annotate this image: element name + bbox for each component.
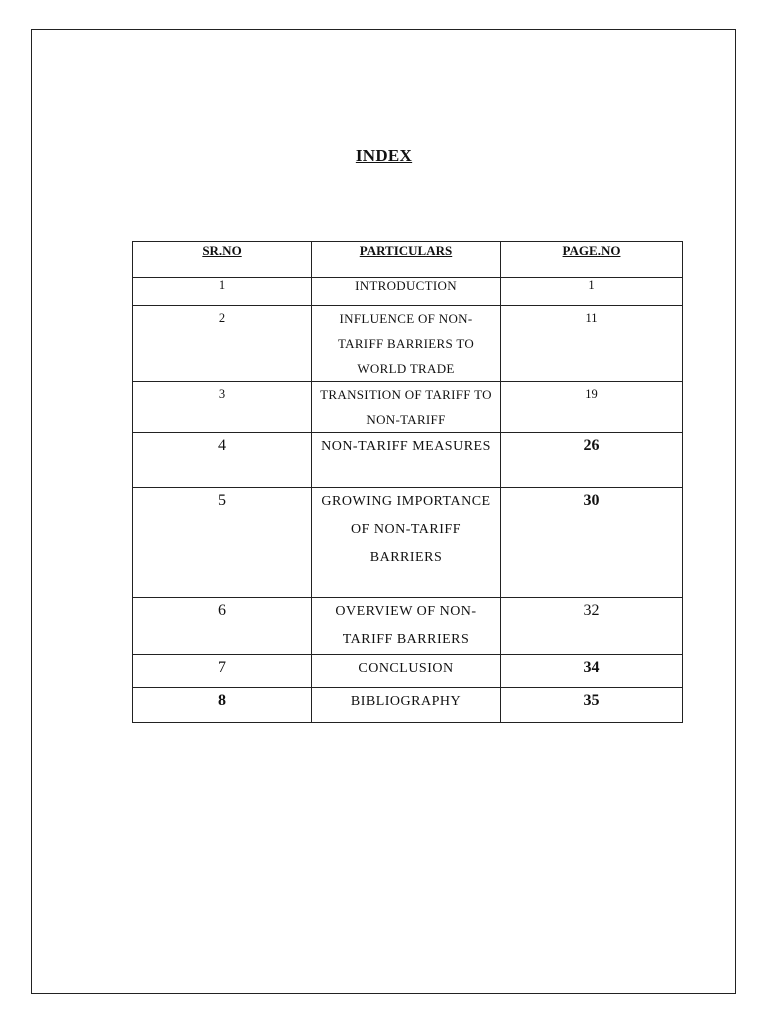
table-row xyxy=(133,433,683,488)
header-particulars: PARTICULARS xyxy=(312,242,501,278)
header-sr-no: SR.NO xyxy=(133,242,312,278)
table-row xyxy=(133,598,683,655)
sr-cell: 2 xyxy=(133,306,312,382)
page-cell: 32 xyxy=(501,598,683,655)
table-row xyxy=(133,688,683,723)
particulars-cell: OVERVIEW OF NON-TARIFF BARRIERS xyxy=(312,598,501,655)
page-cell: 35 xyxy=(501,688,683,723)
table-row xyxy=(133,306,683,382)
header-page-no: PAGE.NO xyxy=(501,242,683,278)
page-cell: 1 xyxy=(501,278,683,306)
sr-cell: 3 xyxy=(133,382,312,433)
sr-cell: 8 xyxy=(133,688,312,723)
table-header-row xyxy=(133,242,683,278)
table-row xyxy=(133,382,683,433)
particulars-cell: INTRODUCTION xyxy=(312,278,501,306)
particulars-cell: NON-TARIFF MEASURES xyxy=(312,433,501,488)
particulars-cell: INFLUENCE OF NON-TARIFF BARRIERS TO WORLD TRADE xyxy=(312,306,501,382)
table-row xyxy=(133,278,683,306)
sr-cell: 7 xyxy=(133,655,312,688)
index-table xyxy=(132,241,683,723)
particulars-cell: CONCLUSION xyxy=(312,655,501,688)
particulars-cell: GROWING IMPORTANCE OF NON-TARIFF BARRIERS xyxy=(312,488,501,598)
page-cell: 11 xyxy=(501,306,683,382)
page-cell: 19 xyxy=(501,382,683,433)
particulars-cell: TRANSITION OF TARIFF TO NON-TARIFF xyxy=(312,382,501,433)
sr-cell: 4 xyxy=(133,433,312,488)
sr-cell: 6 xyxy=(133,598,312,655)
sr-cell: 5 xyxy=(133,488,312,598)
sr-cell: 1 xyxy=(133,278,312,306)
page-title: INDEX xyxy=(355,146,413,165)
page-cell: 30 xyxy=(501,488,683,598)
table-row xyxy=(133,655,683,688)
page-cell: 34 xyxy=(501,655,683,688)
page-cell: 26 xyxy=(501,433,683,488)
table-row xyxy=(133,488,683,598)
particulars-cell: BIBLIOGRAPHY xyxy=(312,688,501,723)
